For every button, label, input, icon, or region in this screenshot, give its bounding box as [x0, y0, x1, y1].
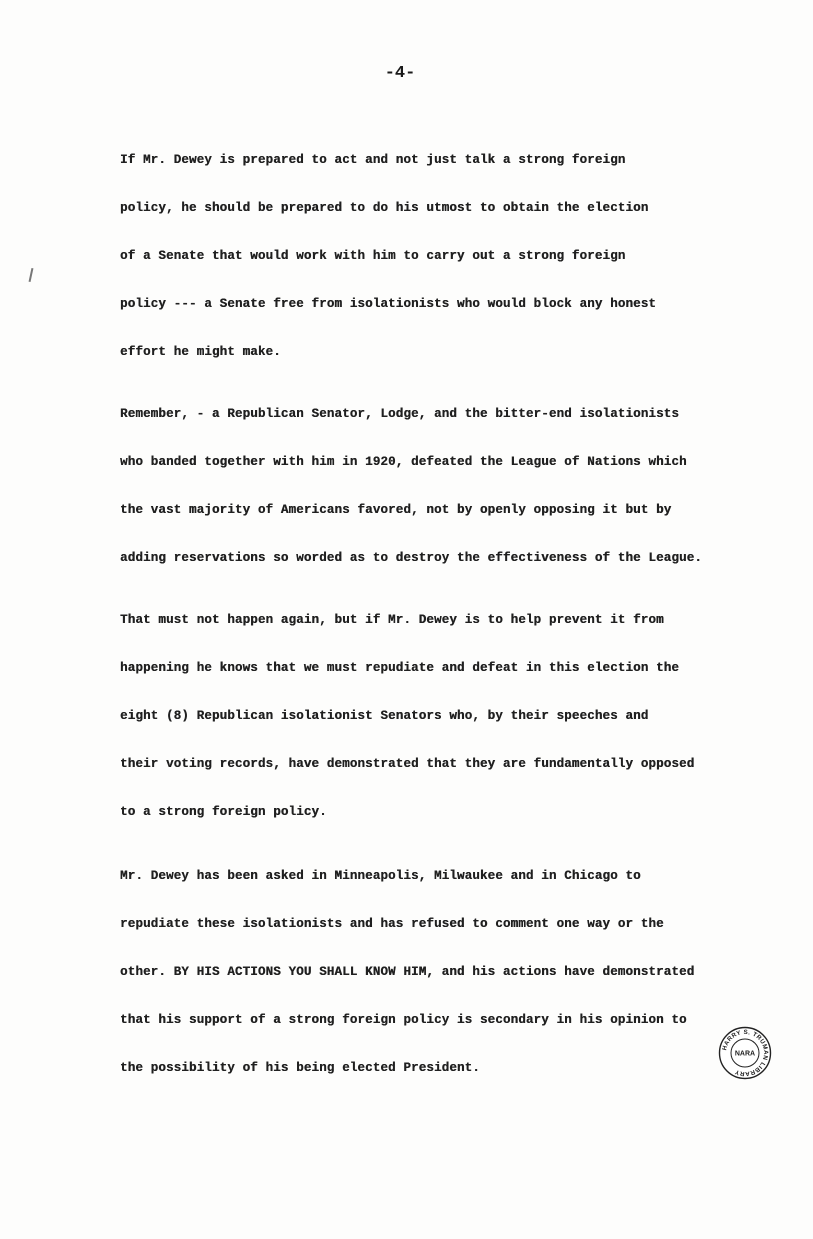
text-line: their voting records, have demonstrated that they are fundamentally opposed — [120, 757, 695, 771]
paragraph-4 — [120, 866, 780, 1106]
paragraph-2 — [120, 404, 780, 596]
text-line: eight (8) Republican isolationist Senators who, by their speeches and — [120, 709, 649, 723]
text-line: the vast majority of Americans favored, not by openly opposing it but by — [120, 503, 672, 517]
paragraph-3 — [120, 610, 780, 850]
text-line: effort he might make. — [120, 345, 281, 359]
text-line: Mr. Dewey has been asked in Minneapolis, Milwaukee and in Chicago to — [120, 869, 641, 883]
text-line: policy, he should be prepared to do his utmost to obtain the election — [120, 201, 649, 215]
text-line: policy --- a Senate free from isolationists who would block any honest — [120, 297, 657, 311]
text-line: who banded together with him in 1920, defeated the League of Nations which — [120, 455, 687, 469]
text-line: that his support of a strong foreign policy is secondary in his opinion to — [120, 1013, 687, 1027]
text-line: Remember, - a Republican Senator, Lodge, and the bitter-end isolationists — [120, 407, 679, 421]
margin-mark — [29, 268, 34, 282]
text-line: other. BY HIS ACTIONS YOU SHALL KNOW HIM, and his actions have demonstrated — [120, 965, 695, 979]
page-number: -4- — [384, 64, 416, 83]
text-line: repudiate these isolationists and has refused to comment one way or the — [120, 917, 664, 931]
text-line: to a strong foreign policy. — [120, 805, 327, 819]
text-line: of a Senate that would work with him to carry out a strong foreign — [120, 249, 626, 263]
text-line: adding reservations so worded as to destroy the effectiveness of the League. — [120, 551, 702, 565]
library-seal-stamp — [718, 1026, 772, 1080]
paragraph-1 — [120, 150, 780, 390]
text-line: the possibility of his being elected President. — [120, 1061, 480, 1075]
text-line: That must not happen again, but if Mr. Dewey is to help prevent it from — [120, 613, 664, 627]
seal-outer-text: HARRY S. TRUMAN LIBRARY — [721, 1028, 770, 1078]
text-line: happening he knows that we must repudiate and defeat in this election the — [120, 661, 679, 675]
text-line: If Mr. Dewey is prepared to act and not just talk a strong foreign — [120, 153, 626, 167]
seal-inner-text: NARA — [734, 1050, 756, 1058]
